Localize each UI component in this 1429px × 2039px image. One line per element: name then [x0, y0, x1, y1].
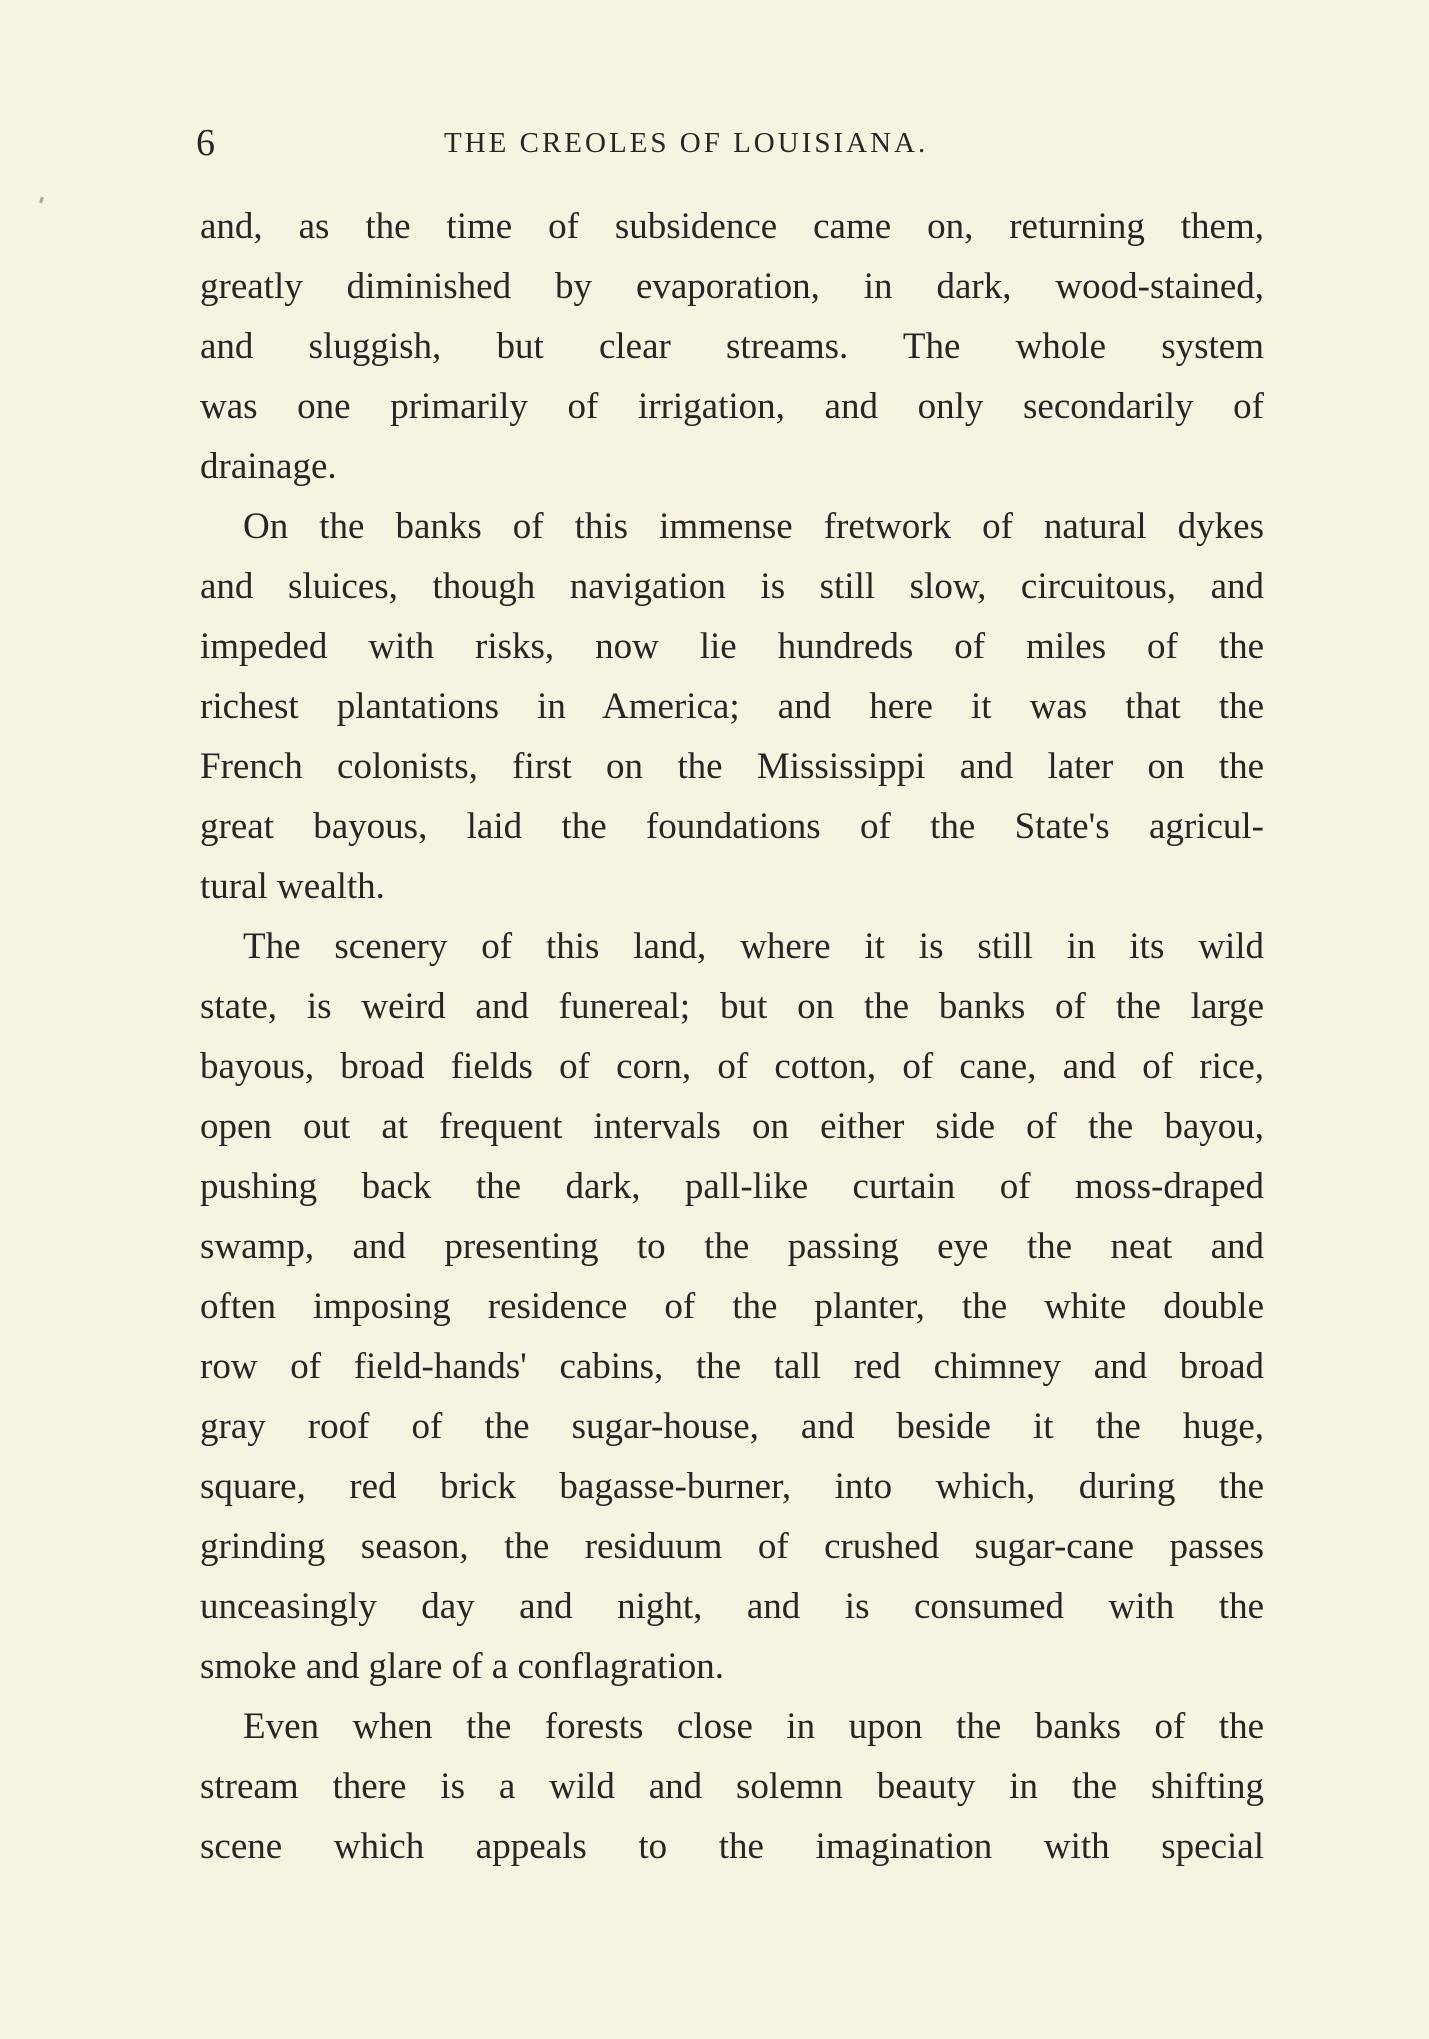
text-line: row of field-hands' cabins, the tall red chimney and broad — [200, 1346, 1264, 1387]
page-blemish — [39, 197, 44, 204]
text-line: square, red brick bagasse-burner, into which, during the — [200, 1466, 1264, 1507]
body-text — [200, 197, 1264, 1877]
text-line: and sluices, though navigation is still slow, circuitous, and — [200, 566, 1264, 607]
page-number: 6 — [196, 122, 215, 164]
text-line: was one primarily of irrigation, and only secondarily of — [200, 386, 1264, 427]
text-line: drainage. — [200, 446, 337, 487]
text-line: and sluggish, but clear streams. The whole system — [200, 326, 1264, 367]
text-line: The scenery of this land, where it is still in its wild — [243, 926, 1264, 967]
text-line: swamp, and presenting to the passing eye the neat and — [200, 1226, 1264, 1267]
text-line: gray roof of the sugar-house, and beside it the huge, — [200, 1406, 1264, 1447]
text-line: smoke and glare of a conflagration. — [200, 1646, 724, 1687]
text-line: French colonists, first on the Mississippi and later on the — [200, 746, 1264, 787]
text-line: open out at frequent intervals on either side of the bayou, — [200, 1106, 1264, 1147]
running-head — [196, 118, 1263, 168]
text-line: grinding season, the residuum of crushed sugar-cane passes — [200, 1526, 1264, 1567]
text-line: great bayous, laid the foundations of the State's agricul- — [200, 806, 1264, 847]
text-line: state, is weird and funereal; but on the banks of the large — [200, 986, 1264, 1027]
text-line: Even when the forests close in upon the banks of the — [243, 1706, 1264, 1747]
text-line: scene which appeals to the imagination with special — [200, 1826, 1264, 1867]
text-line: unceasingly day and night, and is consumed with the — [200, 1586, 1264, 1627]
text-line: often imposing residence of the planter, the white double — [200, 1286, 1264, 1327]
text-line: impeded with risks, now lie hundreds of miles of the — [200, 626, 1264, 667]
text-line: bayous, broad fields of corn, of cotton, of cane, and of rice, — [200, 1046, 1264, 1087]
paragraph-3 — [200, 917, 1264, 1697]
text-line: greatly diminished by evaporation, in dark, wood-stained, — [200, 266, 1264, 307]
text-line: tural wealth. — [200, 866, 385, 907]
text-line: and, as the time of subsidence came on, returning them, — [200, 206, 1264, 247]
text-line: On the banks of this immense fretwork of natural dykes — [243, 506, 1264, 547]
paragraph-2 — [200, 497, 1264, 917]
running-title: THE CREOLES OF LOUISIANA. — [444, 127, 929, 159]
paragraph-1 — [200, 197, 1264, 497]
text-line: pushing back the dark, pall-like curtain of moss-draped — [200, 1166, 1264, 1207]
text-line: richest plantations in America; and here it was that the — [200, 686, 1264, 727]
text-line: stream there is a wild and solemn beauty in the shifting — [200, 1766, 1264, 1807]
paragraph-4 — [200, 1697, 1264, 1877]
